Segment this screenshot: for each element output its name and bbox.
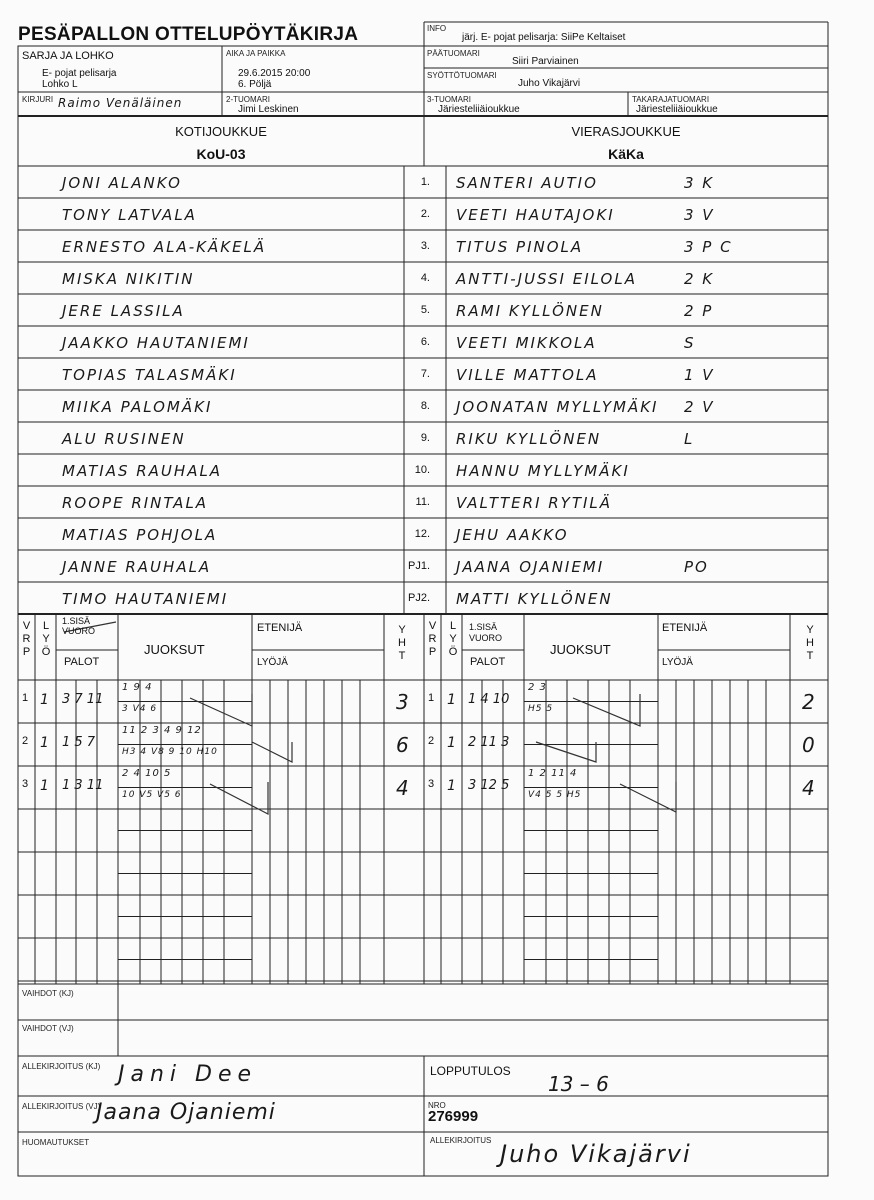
home-vrp-header: V R P xyxy=(22,620,31,658)
home-player-name: ERNESTO ALA-KÄKELÄ xyxy=(62,238,267,256)
away-juoksut-header: JUOKSUT xyxy=(550,642,611,657)
vaihdot-vj-label: VAIHDOT (VJ) xyxy=(22,1024,74,1033)
allekirjoitus-vj-label: ALLEKIRJOITUS (VJ) xyxy=(22,1102,101,1111)
player-number: 7. xyxy=(420,368,430,380)
home-player-name: TIMO HAUTANIEMI xyxy=(62,590,229,608)
away-lyo-value: 1 xyxy=(447,778,458,794)
home-player-name: JERE LASSILA xyxy=(62,302,185,320)
home-player-name: JONI ALANKO xyxy=(62,174,182,192)
inning-number-away: 2 xyxy=(428,735,435,747)
player-number: 3. xyxy=(420,240,430,252)
away-player-mark: 2 K xyxy=(684,270,715,288)
away-juoksut-top: 1 2 11 4 xyxy=(528,768,578,779)
home-juoksut-top: 11 2 3 4 9 12 xyxy=(122,725,202,736)
home-sisavuoro-header: 1.SISÄ VUORO xyxy=(62,616,96,636)
away-palot-value: 1 4 10 xyxy=(468,692,510,707)
home-lyo-value: 1 xyxy=(40,778,51,794)
away-sisavuoro-header: 1.SISÄ VUORO xyxy=(469,622,503,643)
home-yht-value: 6 xyxy=(396,733,409,757)
home-lyoja-header: LYÖJÄ xyxy=(257,657,288,668)
player-number: 5. xyxy=(420,304,430,316)
takaraja-value: Järiesteliiäioukkue xyxy=(636,104,718,115)
away-player-name: ANTTI-JUSSI EILOLA xyxy=(456,270,637,288)
home-player-name: TOPIAS TALASMÄKI xyxy=(62,366,237,384)
home-player-name: MATIAS RAUHALA xyxy=(62,462,223,480)
away-player-mark: L xyxy=(684,430,695,448)
away-player-name: VEETI MIKKOLA xyxy=(456,334,597,352)
takaraja-label: TAKARAJATUOMARI xyxy=(632,95,710,104)
lopputulos-label: LOPPUTULOS xyxy=(430,1064,511,1078)
away-player-name: VEETI HAUTAJOKI xyxy=(456,206,615,224)
paatuomari-label: PÄÄTUOMARI xyxy=(427,49,480,58)
home-etenija-header: ETENIJÄ xyxy=(257,622,303,634)
away-juoksut-bottom: V4 5 5 H5 xyxy=(528,790,582,800)
tuomari2-label: 2-TUOMARI xyxy=(226,95,270,104)
home-lyo-header: L Y Ö xyxy=(41,620,51,658)
away-juoksut-bottom: H5 5 xyxy=(528,704,554,714)
away-juoksut-top: 2 3 xyxy=(528,682,547,693)
away-player-mark: 2 P xyxy=(684,302,714,320)
home-player-name: JAAKKO HAUTANIEMI xyxy=(62,334,250,352)
home-juoksut-top: 1 9 4 xyxy=(122,682,153,693)
home-juoksut-bottom: 10 V5 V5 6 xyxy=(122,790,182,800)
paatuomari-value: Siiri Parviainen xyxy=(512,56,579,67)
away-player-name: JEHU AAKKO xyxy=(456,526,569,544)
home-player-name: MATIAS POHJOLA xyxy=(62,526,218,544)
vaihdot-kj-label: VAIHDOT (KJ) xyxy=(22,989,74,998)
home-team-code: KoU-03 xyxy=(196,146,246,162)
home-lyo-value: 1 xyxy=(40,692,51,708)
aika-value-1: 29.6.2015 20:00 xyxy=(238,68,311,79)
signature-main: Juho Vikajärvi xyxy=(500,1140,692,1168)
away-palot-value: 2 11 3 xyxy=(468,735,510,750)
home-player-name: TONY LATVALA xyxy=(62,206,197,224)
player-number: 4. xyxy=(420,272,430,284)
home-player-name: MISKA NIKITIN xyxy=(62,270,195,288)
syottotuomari-label: SYÖTTÖTUOMARI xyxy=(427,71,497,80)
away-team-code: KäKa xyxy=(608,146,644,162)
inning-number-away: 3 xyxy=(428,778,435,790)
player-number: 11. xyxy=(415,496,430,508)
tuomari2-value: Jimi Leskinen xyxy=(238,104,299,115)
info-label: INFO xyxy=(427,24,447,33)
away-lyoja-header: LYÖJÄ xyxy=(662,657,693,668)
away-player-mark: 3 K xyxy=(684,174,715,192)
player-number: 8. xyxy=(420,400,430,412)
away-lyo-value: 1 xyxy=(447,692,458,708)
home-yht-value: 4 xyxy=(396,776,409,800)
kirjuri-signature: Raimo Venäläinen xyxy=(58,96,183,110)
away-yht-header: Y H T xyxy=(806,624,814,662)
inning-number-home: 3 xyxy=(22,778,29,790)
away-etenija-header: ETENIJÄ xyxy=(662,622,708,634)
home-team-label: KOTIJOUKKUE xyxy=(175,124,267,139)
nro-value: 276999 xyxy=(428,1108,479,1125)
away-player-mark: 3 P C xyxy=(684,238,733,256)
away-player-name: MATTI KYLLÖNEN xyxy=(456,590,613,608)
home-palot-header: PALOT xyxy=(64,656,100,668)
kirjuri-label: KIRJURI xyxy=(22,95,54,104)
player-number: 1. xyxy=(420,176,430,188)
away-player-name: JOONATAN MYLLYMÄKI xyxy=(456,398,659,416)
allekirjoitus-kj-label: ALLEKIRJOITUS (KJ) xyxy=(22,1062,101,1071)
away-player-name: SANTERI AUTIO xyxy=(456,174,598,192)
page-title: PESÄPALLON OTTELUPÖYTÄKIRJA xyxy=(18,24,359,45)
inning-number-away: 1 xyxy=(428,692,435,704)
away-yht-value: 4 xyxy=(802,776,815,800)
aika-label: AIKA JA PAIKKA xyxy=(226,49,286,58)
away-yht-value: 2 xyxy=(802,690,815,714)
home-palot-value: 1 3 11 xyxy=(62,778,104,793)
away-palot-value: 3 12 5 xyxy=(468,778,510,793)
away-player-name: RAMI KYLLÖNEN xyxy=(456,302,604,320)
away-player-mark: 2 V xyxy=(684,398,715,416)
home-yht-value: 3 xyxy=(396,690,409,714)
home-player-name: MIIKA PALOMÄKI xyxy=(62,398,213,416)
away-player-name: JAANA OJANIEMI xyxy=(456,558,605,576)
away-player-mark: 3 V xyxy=(684,206,715,224)
away-lyo-header: L Y Ö xyxy=(448,620,458,658)
away-player-name: VALTTERI RYTILÄ xyxy=(456,494,613,512)
tuomari3-label: 3-TUOMARI xyxy=(427,95,471,104)
lopputulos-value: 13 – 6 xyxy=(548,1072,609,1096)
home-lyo-value: 1 xyxy=(40,735,51,751)
away-player-name: VILLE MATTOLA xyxy=(456,366,599,384)
player-number: 6. xyxy=(420,336,430,348)
player-number: PJ1. xyxy=(407,560,430,572)
signature-kj: Jani Dee xyxy=(118,1062,258,1087)
home-juoksut-top: 2 4 10 5 xyxy=(122,768,172,779)
sarja-value-2: Lohko L xyxy=(42,79,78,90)
huomautukset-label: HUOMAUTUKSET xyxy=(22,1138,90,1147)
tuomari3-value: Järiesteliiäioukkue xyxy=(438,104,520,115)
away-player-mark: PO xyxy=(684,558,709,576)
player-number: 9. xyxy=(420,432,430,444)
info-value: järj. E- pojat pelisarja: SiiPe Keltaiset xyxy=(462,32,626,43)
player-number: 2. xyxy=(420,208,430,220)
home-palot-value: 1 5 7 xyxy=(62,735,96,750)
inning-number-home: 2 xyxy=(22,735,29,747)
inning-number-home: 1 xyxy=(22,692,29,704)
sarja-label: SARJA JA LOHKO xyxy=(22,50,114,62)
away-team-label: VIERASJOUKKUE xyxy=(571,124,681,139)
nro-label: NRO xyxy=(428,1101,446,1110)
player-number: 10. xyxy=(414,464,430,476)
home-juoksut-bottom: H3 4 V8 9 10 H10 xyxy=(122,747,218,757)
away-player-mark: 1 V xyxy=(684,366,715,384)
away-palot-header: PALOT xyxy=(470,656,506,668)
home-yht-header: Y H T xyxy=(398,624,406,662)
away-player-name: RIKU KYLLÖNEN xyxy=(456,430,602,448)
away-player-mark: S xyxy=(684,334,696,352)
home-player-name: JANNE RAUHALA xyxy=(62,558,212,576)
player-number: 12. xyxy=(414,528,430,540)
away-vrp-header: V R P xyxy=(428,620,437,658)
syottotuomari-value: Juho Vikajärvi xyxy=(518,78,581,89)
home-player-name: ROOPE RINTALA xyxy=(62,494,209,512)
home-palot-value: 3 7 11 xyxy=(62,692,104,707)
home-juoksut-header: JUOKSUT xyxy=(144,642,205,657)
home-player-name: ALU RUSINEN xyxy=(62,430,186,448)
away-yht-value: 0 xyxy=(802,733,815,757)
player-number: PJ2. xyxy=(407,592,430,604)
away-lyo-value: 1 xyxy=(447,735,458,751)
signature-vj: Jaana Ojaniemi xyxy=(96,1100,276,1125)
home-juoksut-bottom: 3 V4 6 xyxy=(122,704,158,714)
allekirjoitus-label: ALLEKIRJOITUS xyxy=(430,1136,492,1145)
away-player-name: TITUS PINOLA xyxy=(456,238,584,256)
away-player-name: HANNU MYLLYMÄKI xyxy=(456,462,630,480)
aika-value-2: 6. Pöljä xyxy=(238,79,272,90)
sarja-value-1: E- pojat pelisarja xyxy=(42,68,117,79)
